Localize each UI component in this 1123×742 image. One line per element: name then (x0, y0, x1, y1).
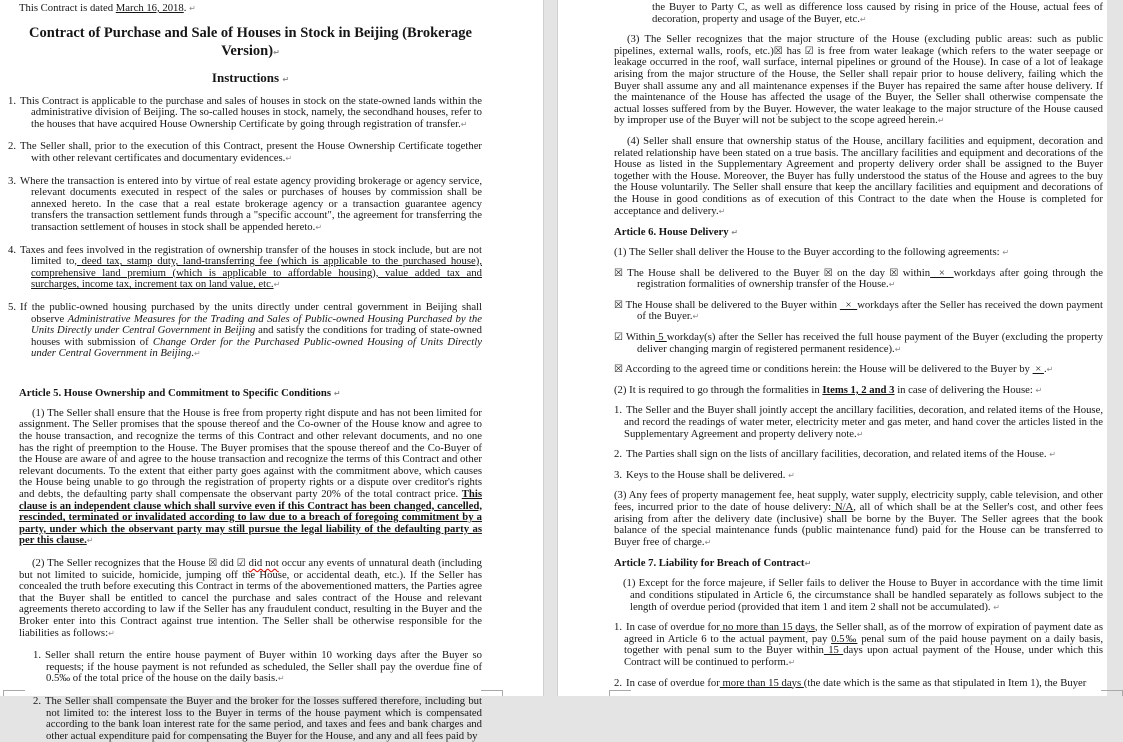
text-run: In case of overdue for (626, 676, 720, 689)
paragraph-mark: ↵ (993, 602, 1000, 612)
paragraph-mark: ↵ (460, 119, 468, 129)
instruction-item-4 (8, 243, 482, 291)
text-run: workdays after going through the registration formalities of ownership transfer of the House. (637, 266, 1103, 291)
text-run: The House shall be delivered to the Buyer within (625, 298, 840, 311)
text-run: Keys to the House shall be delivered. (626, 468, 786, 481)
text-run: According to the agreed time or conditions herein: the House will be delivered to the Buyer by (625, 363, 1033, 376)
paragraph-mark: ↵ (718, 206, 726, 216)
text-run: has (782, 44, 805, 57)
text-run: within (898, 266, 931, 279)
article-6-paragraph-3 (614, 490, 1103, 548)
underlined-tax-list: deed tax, stamp duty, land-transferring fee (which is applicable to the purchased house), comprehensive land premium (which is applicable to affordable housing), value added tax and surcharges, income tax, increment tax on land value, etc. (31, 255, 482, 291)
list-number: 3. (8, 174, 17, 187)
article-7-overdue-item-1 (614, 622, 1103, 668)
article-6-formality-item-1 (614, 405, 1103, 440)
text-run: (1) The Seller shall deliver the House to the Buyer according to the following agreements: (614, 246, 1000, 259)
underlined-penalty-rate: 0.5‰ (831, 632, 858, 645)
text-run: occur any events of unnatural death (including but not limited to suicide, homicide, jumping off the House, or accidental death, etc.). If the Seller has concealed the truth before executing this Contract in terms of the abovementioned matters, the Parties agree that the Buyer shall be entitled to cancel the purchase and sales contract of the House and relevant agreements thereto according to law if the Seller has any fraudulent conduct, resulting in the Buyer and the Broker enter into this Contract against true intention. The Seller shall be otherwise responsible for the liabilities as follows: (19, 557, 483, 639)
text-boundary-mark (3, 690, 25, 696)
list-number: 5. (8, 300, 17, 313)
paragraph-mark: ↵ (1046, 365, 1054, 375)
paragraph-mark: ↵ (189, 4, 196, 13)
items-reference: Items 1, 2 and 3 (822, 383, 895, 396)
text-run: If the public-owned housing purchased by the units directly under central government in Beijing shall observe (20, 300, 482, 325)
fill-in-blank[interactable]: × (930, 266, 954, 279)
article-5-paragraph-4 (614, 136, 1103, 217)
paragraph-mark: ↵ (788, 657, 796, 667)
article-7-overdue-item-2 (614, 678, 1103, 690)
contract-date: March 16, 2018 (115, 2, 184, 14)
list-number: 2. (614, 448, 623, 461)
instruction-item-5 (8, 300, 482, 360)
list-number: 4. (8, 243, 17, 256)
article-7-heading (614, 557, 1103, 570)
checkbox-crossed-icon[interactable]: ☒ (823, 267, 833, 279)
instruction-item-1 (8, 94, 482, 131)
article-6-formality-item-3 (614, 470, 1103, 482)
text-run: The Seller and the Buyer shall jointly accept the ancillary facilities, decoration, and related items of the House, and record the readings of water meter, electricity meter and gas meter, and hand cover the articles listed in the Supplementary Agreement and property delivery note. (624, 404, 1103, 440)
paragraph-mark: ↵ (1035, 385, 1043, 395)
heading-text: Article 7. Liability for Breach of Contract (614, 557, 805, 570)
checkbox-crossed-icon[interactable]: ☒ (889, 267, 899, 279)
text-run: The Seller shall, prior to the execution of this Contract, present the House Ownership Certificate together with other relevant certificates and documentary evidences. (20, 140, 482, 164)
paragraph-mark: ↵ (285, 153, 293, 163)
article-6-paragraph-1 (614, 247, 1103, 259)
fill-in-value-na[interactable]: N/A (831, 501, 854, 513)
list-number: 2. (8, 140, 17, 153)
text-run: . (183, 2, 190, 14)
article-5-liability-item-2 (19, 696, 482, 742)
underlined-term: more than 15 days (719, 676, 804, 689)
text-run: (1) Except for the force majeure, if Seller fails to deliver the House to Buyer in accordance with the time limit and conditions stipulated in Article 6, the circumstance shall be handled separately as follows subject to the length of overdue period (provided that item 1 and item 2 shall not be accumulated). (623, 577, 1103, 613)
fill-in-blank[interactable]: 5 (655, 331, 667, 344)
paragraph-mark: ↵ (788, 470, 795, 480)
underlined-days: 15 (823, 644, 844, 657)
document-title (19, 24, 482, 62)
text-run: on the day (832, 266, 890, 279)
paragraph-mark: ↵ (888, 280, 896, 290)
list-number: 3. (614, 468, 623, 481)
paragraph-mark: ↵ (333, 388, 341, 398)
text-run: Seller shall return the entire house payment of Buyer within 10 working days after the Buyer so requests; if the house payment is not refunded as scheduled, the Seller shall pay the overdue fine of 0.5‰ of the total price of the house on the daily basis. (45, 649, 482, 685)
paragraph-mark: ↵ (692, 312, 700, 322)
text-run: In case of overdue for (626, 621, 720, 634)
list-number: 1. (614, 404, 623, 417)
paragraph-mark: ↵ (731, 228, 738, 238)
text-run: The Seller shall compensate the Buyer and the broker for the losses suffered therefore, including but not limited to: the interest loss to the Buyer in terms of the house payment which is compensated according to the bank loan interest rate for the same period, and taxes and fees and bank charges and other actual expenditure paid for compensating the Buyer for the House, and any and all fees paid by (45, 694, 482, 742)
article-5-section (19, 387, 482, 742)
article-5-item-2-continuation (652, 2, 1103, 25)
text-run: This Contract is applicable to the purchase and sales of houses in stock on the state-owned lands within the administrative division of Beijing. The so-called houses in stock, namely, the secondhand houses, refer to the houses that have acquired House Ownership Certificate by going through registration of transfer. (20, 94, 482, 130)
red-squiggle-misspelling: did not (248, 557, 279, 569)
paragraph-mark: ↵ (273, 47, 280, 57)
page-left (0, 0, 543, 742)
text-run: . (191, 347, 194, 360)
text-run: (the date which is the same as that stipulated in Item 1), the Buyer (803, 676, 1087, 689)
contract-date-line (19, 3, 482, 15)
list-number: 2. (33, 694, 42, 707)
text-run: , all of which shall be at the Seller's cost, and other fees arising from after the delivery date (inclusive) shall be borne by the Buyer. The Seller agrees that the book balance of the special maintenance funds (public maintenance fund) paid for the House can be transferred to Buyer free of charge. (614, 501, 1103, 548)
text-run: in case of delivering the House: (894, 383, 1033, 396)
text-run: The Parties shall sign on the lists of ancillary facilities, decoration, and related items of the House. (626, 448, 1047, 461)
checkbox-checked-icon[interactable]: ☑ (236, 558, 246, 569)
checkbox-crossed-icon[interactable]: ☒ (614, 267, 623, 279)
paragraph-mark: ↵ (108, 628, 115, 638)
checkbox-checked-icon[interactable]: ☑ (614, 332, 623, 344)
paragraph-mark: ↵ (273, 280, 281, 290)
checkbox-crossed-icon[interactable]: ☒ (614, 364, 623, 376)
article-6-paragraph-2 (614, 385, 1103, 397)
list-number: 2. (614, 676, 623, 689)
paragraph-mark: ↵ (315, 222, 323, 232)
list-number: 1. (614, 621, 623, 634)
paragraph-mark: ↵ (937, 116, 945, 126)
article-5-paragraph-3 (614, 34, 1103, 127)
delivery-option-3 (614, 332, 1103, 355)
delivery-option-4 (614, 364, 1103, 376)
instruction-item-2 (8, 140, 482, 164)
paragraph-mark: ↵ (859, 14, 867, 24)
heading-text: Article 5. House Ownership and Commitment to Specific Conditions (19, 386, 332, 399)
fill-in-blank[interactable]: × (839, 298, 858, 311)
text-run: (3) The Seller recognizes that the major structure of the House (excluding public areas: such as public pipelines, external walls, roofs, etc.) (614, 33, 1103, 57)
checkbox-crossed-icon[interactable]: ☒ (614, 299, 623, 311)
delivery-option-2 (614, 300, 1103, 323)
paragraph-mark: ↵ (704, 537, 712, 547)
text-boundary-mark (1101, 690, 1123, 696)
checkbox-crossed-icon[interactable]: ☒ (773, 45, 783, 57)
paragraph-mark: ↵ (193, 349, 201, 359)
text-run: , the Seller shall, as of the morrow of expiration of payment date as agreed in Article 6 to the actual payment, pay (624, 621, 1103, 645)
fill-in-blank[interactable]: × (1032, 363, 1044, 376)
text-run: workday(s) after the Seller has received the full house payment of the Buyer (excluding the property deliver changing margin of registered permanent residence). (637, 331, 1103, 355)
text-run: (2) The Seller recognizes that the House (32, 557, 209, 569)
article-6-heading (614, 226, 1103, 239)
text-run: (1) The Seller shall ensure that the House is free from property right dispute and has not been limited for assignment. The Seller promises that the spouse thereof and the Co-owner of the House know and agree to the house transaction, and recognize the terms of this Contract and other relevant documents, and no one has the right of preemption to the House. The Buyer promises that the spouse thereof and the Co-Buyer of the House are aware of and agree to the house transaction and recognize the terms of this Contract and other relevant documents. To the extent that either party goes against with the commitment above, which causes the House being unable to go through the registration of property rights or a dispute over creditor's rights and debts, the defaulting party shall compensate the observant party 20% of the total contract price. (19, 406, 482, 501)
text-run: the Buyer to Party C, as well as difference loss caused by rising in price of the House, actual fees of decoration, property and usage of the Buyer, etc. (652, 1, 1103, 25)
heading-text: Article 6. House Delivery (614, 226, 729, 239)
article-5-heading (19, 387, 482, 400)
instruction-item-3 (8, 174, 482, 234)
article-5-liability-item-1 (19, 650, 482, 685)
text-run: (2) It is required to go through the formalities in (614, 383, 823, 396)
article-5-paragraph-2 (19, 558, 482, 639)
subtitle-text: Instructions (211, 69, 280, 85)
text-run: is free from water leakage (which refers to the water seepage or leakage occurred in the roof, wall surface, internal pipelines or ground of the House). In case of a lot of leakage arising from the major structure of the House, the Seller shall repair prior to house delivery, failing which the Buyer shall assume any and all maintenance expenses if the Buyer has repaired the same after house delivery. If the maintenance of the House has affected the usage of the Buyer, the Seller shall otherwise compensate the actual losses suffered from by the Buyer. However, the water leakage to the major structure of the House caused by improper use of the Buyer will not be subject to the scope agreed herein. (614, 44, 1104, 127)
paragraph-mark: ↵ (894, 344, 902, 354)
list-number: 1. (8, 94, 17, 107)
text-boundary-mark (481, 690, 503, 696)
paragraph-mark: ↵ (277, 674, 285, 684)
delivery-option-1 (614, 268, 1103, 291)
document-subtitle (19, 70, 482, 88)
text-run: Within (625, 331, 656, 344)
text-boundary-mark (609, 690, 631, 696)
underlined-term: no more than 15 days (719, 621, 815, 634)
checkbox-checked-icon[interactable]: ☑ (804, 45, 814, 57)
regulation-title: Administrative Measures for the Trading and Sales of Public-owned Housing Purchased by the Units Directly under Central Government in Beijing (31, 312, 482, 337)
paragraph-mark: ↵ (282, 74, 290, 84)
text-run: days upon actual payment of the House, under which this Contract will be continued to perform. (624, 644, 1104, 668)
checkbox-crossed-icon[interactable]: ☒ (208, 558, 218, 569)
paragraph-mark: ↵ (1002, 248, 1010, 258)
article-7-section (614, 557, 1103, 689)
paragraph-mark: ↵ (804, 559, 812, 569)
text-run: penal sum of the paid house payment on a daily basis, together with penal sum to the Buyer within (624, 632, 1104, 657)
article-7-paragraph-1 (614, 578, 1103, 613)
instructions-section (8, 94, 482, 360)
article-6-section (614, 226, 1103, 548)
article-6-formality-item-2 (614, 449, 1103, 461)
list-number: 1. (33, 649, 42, 662)
paragraph-mark: ↵ (1049, 450, 1056, 460)
text-run: The House shall be delivered to the Buyer (627, 266, 824, 279)
paragraph-mark: ↵ (86, 536, 94, 546)
text-run: Where the transaction is entered into by virtue of real estate agency providing brokerage or agency service, relevant documents executed in respect of the sales or purchases of houses by commission shall be annexed hereto. In the case that a real estate brokerage agency or a transaction guarantee agency transfers the transaction settlement funds through a "specific account", the agreement for transferring the transaction settlement of houses in stock shall be appended hereto. (20, 174, 482, 233)
text-run: did (217, 557, 237, 569)
text-run: This Contract is dated (19, 2, 116, 14)
text-run: workdays after the Seller has received the down payment of the Buyer. (637, 298, 1103, 323)
text-run: and satisfy the conditions for trading of state-owned houses with submission of (31, 324, 482, 348)
title-text: Contract of Purchase and Sale of Houses in Stock in Beijing (Brokerage Version) (29, 24, 472, 59)
text-run: (3) Any fees of property management fee, heat supply, water supply, electricity supply, cable television, and other fees, incurred prior to the date of house delivery: (614, 489, 1103, 513)
paragraph-mark: ↵ (856, 429, 864, 439)
text-run: Taxes and fees involved in the registration of ownership transfer of the houses in stock include, but are not limited to, (20, 243, 482, 268)
page-right (558, 0, 1107, 696)
regulation-title: Change Order for the Purchased Public-owned Housing of Units Directly under Central Government in Beijing (31, 335, 482, 360)
text-run: . (1043, 363, 1047, 376)
article-5-paragraph-1 (19, 408, 482, 547)
independent-clause-text: This clause is an independent clause which shall survive even if this Contract has been changed, cancelled, rescinded, terminated or invalidated according to law due to a breach of foregoing commitment by a party, under which the observant party may still pursue the legal liability of the defaulting party as per this clause. (19, 488, 482, 547)
text-run: (4) Seller shall ensure that ownership status of the House, ancillary facilities and equipment, decoration and related relationship have been stated on a true basis. The ancillary facilities and equipment and decorations of the House as listed in the Supplementary Agreement and property delivery order shall be assigned to the Buyer together with the House. Moreover, the Buyer has fully understood the status of the House and agrees to the buy the House voluntarily. The Seller shall ensure that keep the ancillary facilities and equipment and decorations of the House in good conditions as of execution of this Contract to the date when the House is completed for acceptance and delivery. (614, 134, 1103, 217)
page-gap (543, 0, 558, 696)
